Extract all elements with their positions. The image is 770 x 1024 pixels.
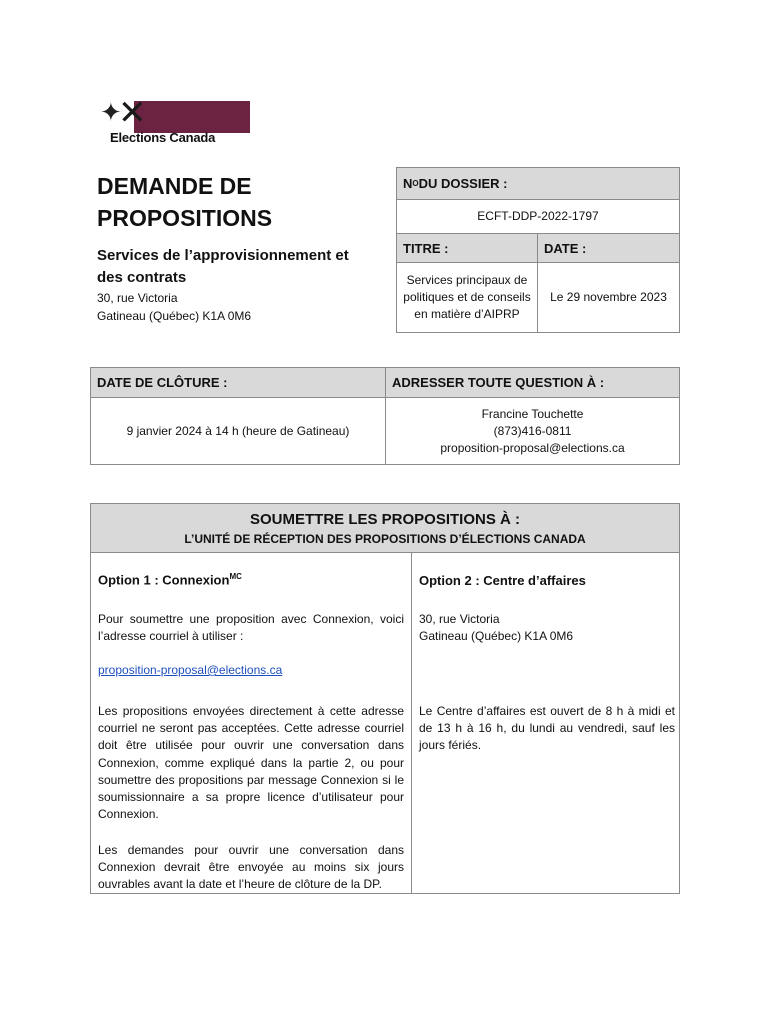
option-1-title-sup: MC <box>229 572 242 581</box>
questions-label: ADRESSER TOUTE QUESTION À : <box>385 367 680 398</box>
date-label: DATE : <box>537 233 680 263</box>
option-2-address <box>419 611 675 645</box>
option-1-paragraph-2: Les demandes pour ouvrir une conversation dans Connexion devrait être envoyée au moins six jours ouvrables avant la date et l’heure de clôture de la DP. <box>98 843 404 892</box>
option-1-intro: Pour soumettre une proposition avec Connexion, voici l’adresse courriel à utiliser : <box>98 612 404 644</box>
submit-header <box>90 503 680 553</box>
dossier-label-prefix: N <box>403 176 413 191</box>
titre-label: TITRE : <box>396 233 538 263</box>
department-name: Services de l’approvisionnement et des contrats <box>97 247 349 286</box>
option-1-email-link[interactable]: proposition-proposal@elections.ca <box>98 663 283 677</box>
submit-subtitle: L’UNITÉ DE RÉCEPTION DES PROPOSITIONS D’ÉLECTIONS CANADA <box>184 532 586 546</box>
closing-date-label: DATE DE CLÔTURE : <box>90 367 386 398</box>
contact-email: proposition-proposal@elections.ca <box>440 440 625 455</box>
department-address <box>97 289 377 325</box>
closing-date-value: 9 janvier 2024 à 14 h (heure de Gatineau) <box>90 397 386 465</box>
submit-title: SOUMETTRE LES PROPOSITIONS À : <box>249 511 521 528</box>
option-2-hours: Le Centre d’affaires est ouvert de 8 h à midi et de 13 h à 16 h, du lundi au vendredi, sauf les jours fériés. <box>419 704 675 753</box>
dossier-label <box>396 167 680 200</box>
option-1-title-text: Option 1 : Connexion <box>98 572 230 588</box>
maple-leaf-icon: ✦ <box>100 97 122 127</box>
logo-name: Elections Canada <box>110 130 216 145</box>
option-2-address-line-2: Gatineau (Québec) K1A 0M6 <box>419 629 574 644</box>
dossier-label-suffix: DU DOSSIER : <box>418 176 508 191</box>
dossier-value: ECFT-DDP-2022-1797 <box>396 199 680 234</box>
dossier-label-sup: O <box>412 179 419 188</box>
option-1-column <box>90 552 412 894</box>
title-line-1: DEMANDE DE <box>97 173 252 199</box>
elections-canada-logo <box>98 93 252 147</box>
contact-info <box>385 397 680 465</box>
page-title <box>97 170 377 234</box>
option-2-address-line-1: 30, rue Victoria <box>419 612 500 626</box>
option-1-paragraph-1: Les propositions envoyées directement à cette adresse courriel ne seront pas acceptées. Cette adresse courriel doit être utilisée pour ouvrir une conversation dans Connexion, comme expliqué dans la partie 2, ou pour soumettre des propositions par message Connexion si le soumissionnaire a sa propre licence d’utilisateur pour Connexion. <box>98 704 404 822</box>
logo-x-mark: ✕ <box>118 93 147 133</box>
date-value: Le 29 novembre 2023 <box>537 262 680 333</box>
contact-phone: (873)416-0811 <box>493 423 572 438</box>
titre-value: Services principaux de politiques et de conseils en matière d’AIPRP <box>396 262 538 333</box>
option-1-title <box>98 572 242 587</box>
contact-name: Francine Touchette <box>481 406 584 421</box>
option-2-title: Option 2 : Centre d’affaires <box>419 573 586 588</box>
title-line-2: PROPOSITIONS <box>97 205 273 231</box>
logo-bar <box>134 101 250 133</box>
address-line-2: Gatineau (Québec) K1A 0M6 <box>97 309 252 323</box>
address-line-1: 30, rue Victoria <box>97 291 178 305</box>
option-2-column <box>411 552 680 894</box>
